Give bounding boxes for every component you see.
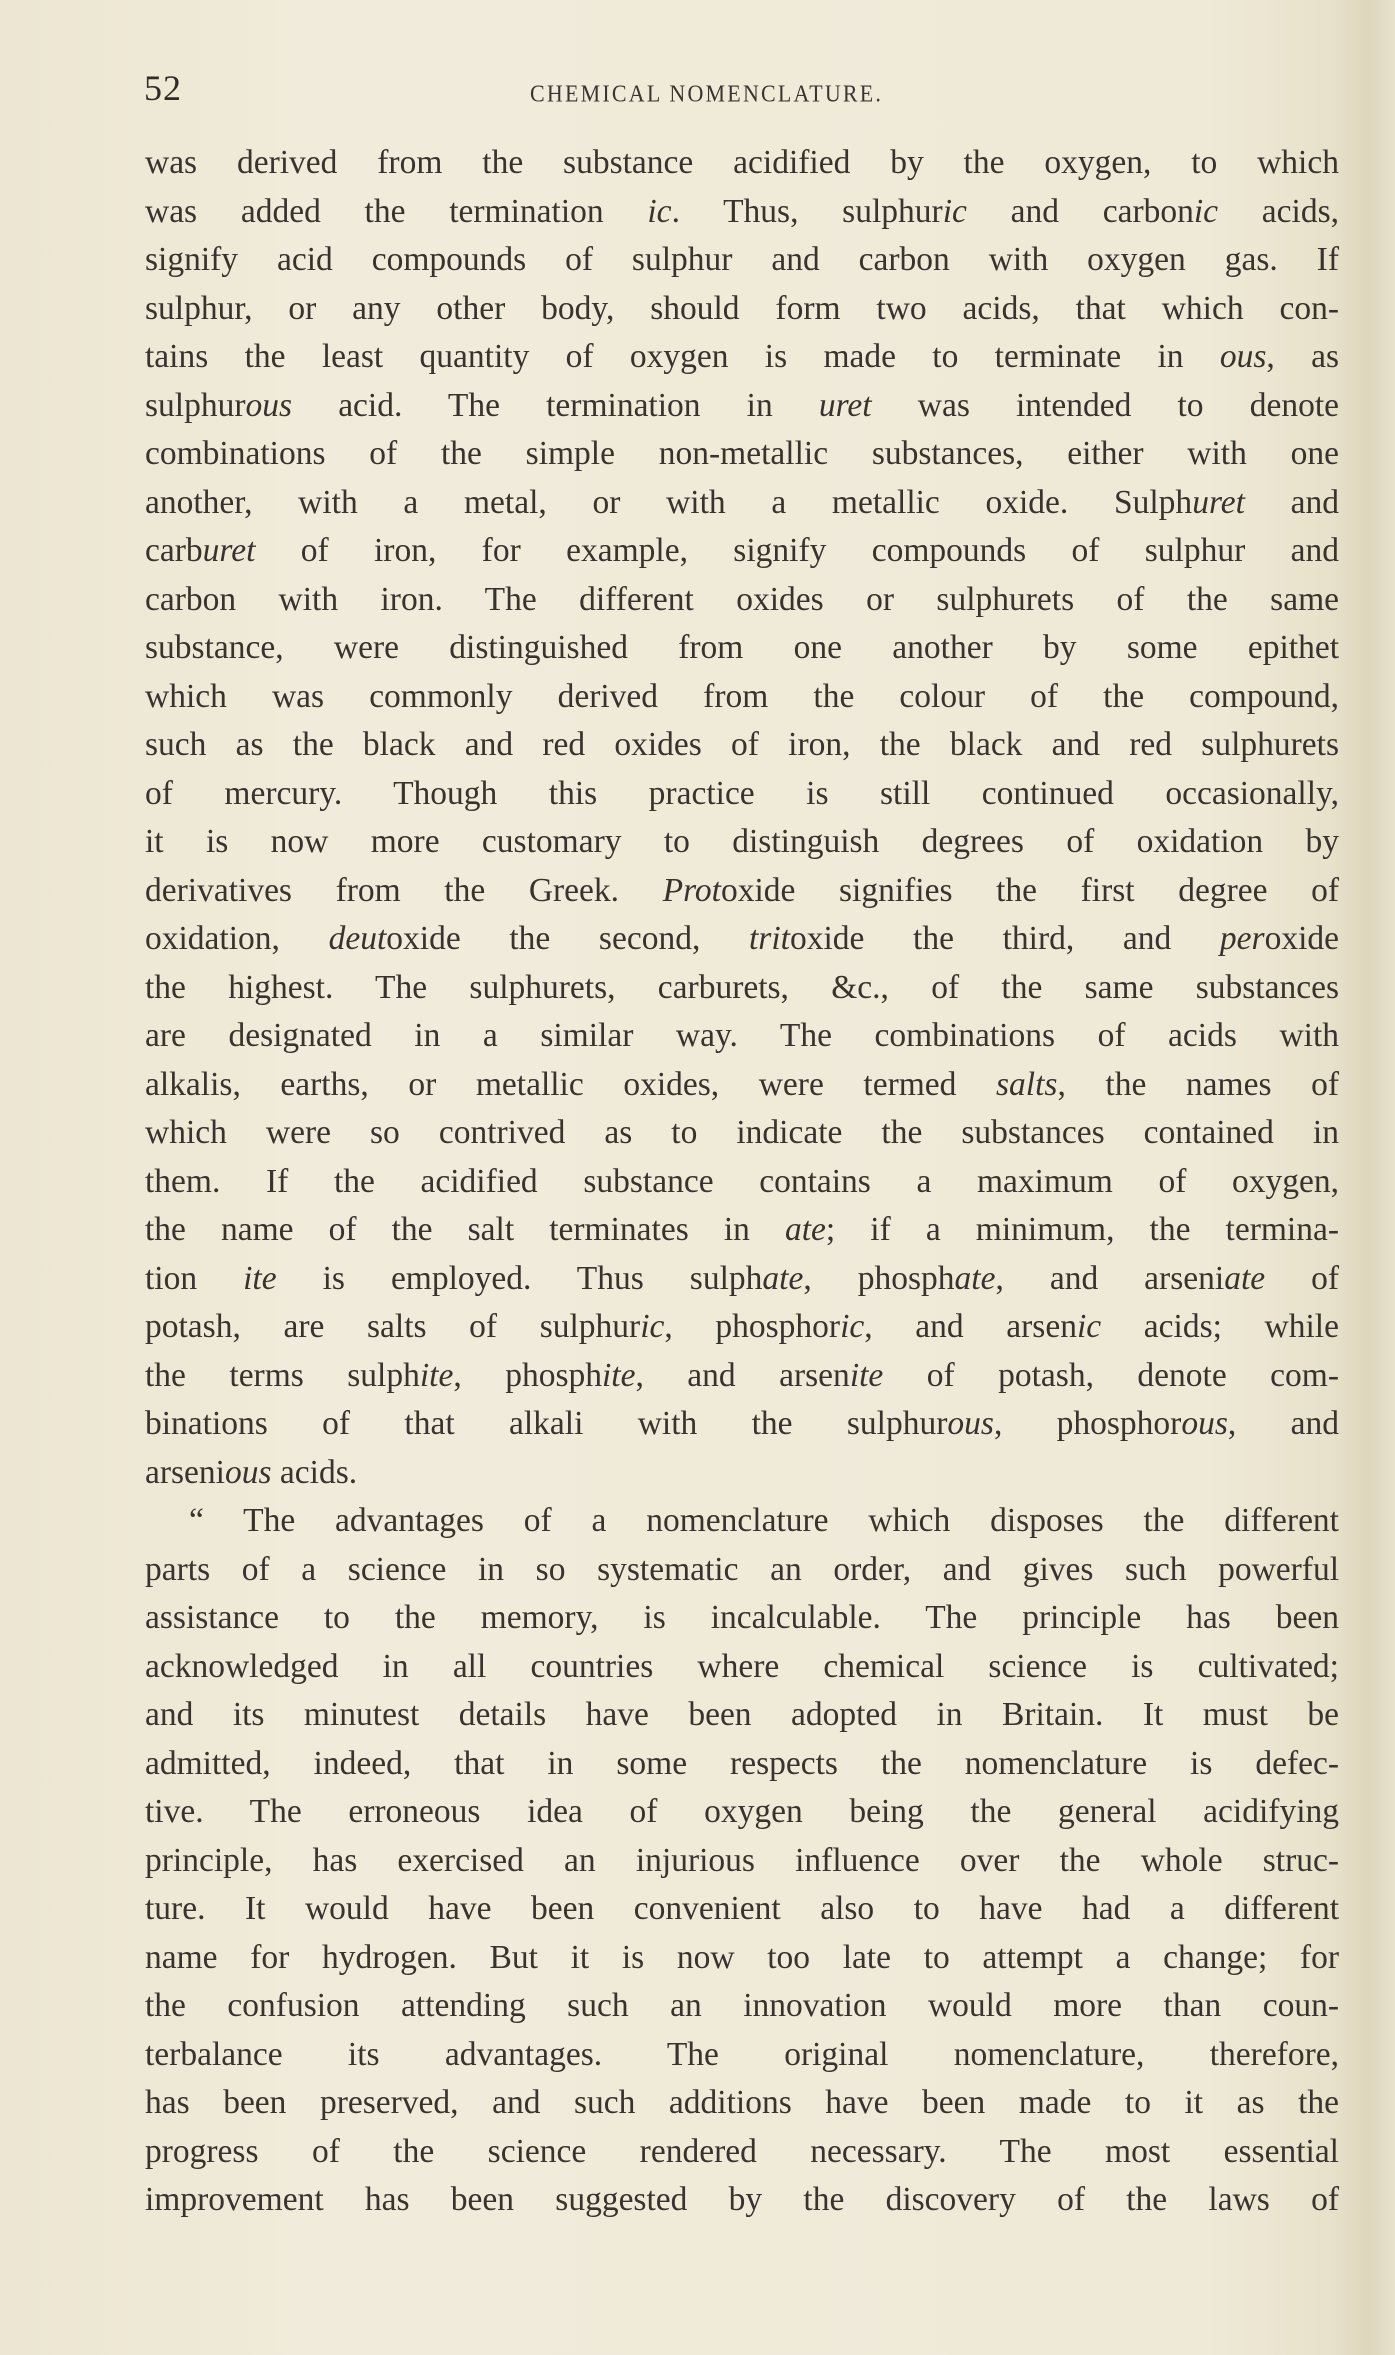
text-line — [145, 818, 1339, 867]
text-run: derivatives from the Greek. — [145, 871, 663, 909]
text-line — [145, 1934, 1339, 1983]
italic-text: ous — [225, 1453, 272, 1491]
text-run: it is now more customary to distinguish degrees of oxidation by — [145, 823, 1339, 860]
italic-text: salts — [996, 1065, 1058, 1103]
text-run: acknowledged in all countries where chemical science is cultivated; — [145, 1647, 1339, 1685]
italic-text: ic — [1193, 192, 1219, 230]
italic-text: Prot — [662, 871, 721, 909]
text-line — [145, 964, 1339, 1013]
text-run: parts of a science in so systematic an order, and gives such powerful — [145, 1550, 1339, 1588]
text-run: of potash, denote com- — [883, 1356, 1339, 1394]
text-line — [145, 576, 1339, 625]
text-run: of — [1265, 1259, 1340, 1297]
text-run: substance, were distinguished from one another by some epithet — [145, 629, 1339, 666]
text-line — [145, 867, 1339, 916]
paragraph — [145, 139, 1339, 1497]
text-run: , the names of — [1057, 1065, 1339, 1103]
text-line — [145, 1061, 1339, 1110]
italic-text: per — [1219, 920, 1265, 957]
text-line — [145, 1303, 1339, 1352]
text-run: , phosph — [803, 1259, 955, 1297]
text-run: alkalis, earths, or metallic oxides, were termed — [145, 1065, 996, 1103]
text-run: are designated in a similar way. The combinations of acids with — [145, 1017, 1339, 1054]
text-run: principle, has exercised an injurious influence over the whole struc- — [145, 1841, 1339, 1879]
text-run: them. If the acidified substance contains a maximum of oxygen, — [145, 1162, 1339, 1200]
text-line — [145, 1643, 1339, 1692]
text-run: sulphur — [145, 386, 246, 424]
text-line — [145, 1740, 1339, 1789]
text-run: acid. The termination in — [292, 386, 819, 424]
text-run: is employed. Thus sulph — [276, 1259, 763, 1297]
text-line — [145, 430, 1339, 479]
text-run: of iron, for example, signify compounds of sulphur and — [255, 532, 1339, 569]
body-text — [145, 139, 1339, 2225]
text-line — [145, 382, 1339, 431]
text-run: . Thus, sulphur — [671, 192, 943, 230]
text-run: tion — [145, 1259, 244, 1297]
text-run: improvement has been suggested by the discovery of the laws of — [145, 2181, 1339, 2218]
text-run: acids; while — [1101, 1308, 1339, 1345]
text-run: , phosph — [453, 1356, 602, 1394]
text-run: oxide the third, and — [789, 920, 1220, 957]
text-run: sulphur, or any other body, should form two acids, that which con- — [145, 289, 1339, 327]
text-line — [145, 721, 1339, 770]
text-run: acids, — [1218, 192, 1339, 230]
text-run: has been preserved, and such additions have been made to it as the — [145, 2084, 1339, 2121]
italic-text: ate — [762, 1259, 804, 1297]
text-run: and its minutest details have been adopted in Britain. It must be — [145, 1696, 1339, 1733]
text-run: terbalance its advantages. The original nomenclature, therefore, — [145, 2035, 1339, 2073]
text-line — [145, 236, 1339, 285]
text-run: the confusion attending such an innovation would more than coun- — [145, 1987, 1339, 2024]
text-line — [145, 2176, 1339, 2225]
text-line — [145, 1885, 1339, 1934]
italic-text: ous — [947, 1405, 994, 1442]
text-run: was intended to denote — [871, 386, 1339, 424]
text-run: tive. The erroneous idea of oxygen being the general acidifying — [145, 1793, 1339, 1830]
text-run: ture. It would have been convenient also to have had a different — [145, 1890, 1339, 1927]
italic-text: ous — [245, 386, 293, 424]
italic-text: ic — [640, 1308, 665, 1345]
text-line — [145, 1109, 1339, 1158]
text-line — [145, 1206, 1339, 1255]
text-run: and — [1244, 483, 1339, 521]
text-run: the terms sulph — [145, 1356, 420, 1394]
text-line — [145, 1982, 1339, 2031]
text-run: such as the black and red oxides of iron, the black and red sulphurets — [145, 726, 1339, 763]
text-run: “ The advantages of a nomenclature which disposes the different — [189, 1502, 1339, 1539]
text-run: , and — [1227, 1405, 1339, 1442]
italic-text: trit — [748, 920, 790, 957]
text-run: and carbon — [966, 192, 1194, 230]
text-run: , and arsen — [864, 1308, 1077, 1345]
text-line — [145, 527, 1339, 576]
text-run: another, with a metal, or with a metallic oxide. Sulph — [145, 483, 1193, 521]
text-line — [145, 2079, 1339, 2128]
text-line — [145, 1788, 1339, 1837]
italic-text: ite — [849, 1356, 884, 1394]
text-line — [145, 1352, 1339, 1401]
text-run: oxide signifies the first degree of — [720, 871, 1339, 909]
text-line — [145, 1400, 1339, 1449]
italic-text: ate — [954, 1259, 996, 1297]
page-header — [0, 66, 1395, 110]
text-run: ; if a minimum, the termina- — [825, 1211, 1339, 1248]
page-number: 52 — [144, 68, 182, 108]
text-run: assistance to the memory, is incalculable. The principle has been — [145, 1599, 1339, 1636]
text-line — [145, 285, 1339, 334]
text-run: oxidation, — [145, 920, 329, 957]
italic-text: ic — [942, 192, 967, 230]
text-run: acids. — [271, 1453, 358, 1491]
text-run: , phosphor — [993, 1405, 1182, 1442]
text-line — [145, 1497, 1339, 1546]
text-line — [145, 1546, 1339, 1595]
text-line — [145, 188, 1339, 237]
italic-text: uret — [202, 532, 256, 569]
text-line — [145, 1255, 1339, 1304]
text-line — [145, 333, 1339, 382]
text-run: was derived from the substance acidified by the oxygen, to which — [145, 144, 1339, 181]
text-line — [145, 1158, 1339, 1207]
text-run: carbon with iron. The different oxides or sulphurets of the same — [145, 580, 1339, 618]
text-run: , and arsen — [635, 1356, 850, 1394]
text-run: potash, are salts of sulphur — [145, 1308, 641, 1345]
text-line — [145, 1837, 1339, 1886]
italic-text: ic — [840, 1308, 865, 1345]
italic-text: ate — [784, 1211, 826, 1248]
text-line — [145, 915, 1339, 964]
text-run: which were so contrived as to indicate the substances contained in — [145, 1114, 1339, 1151]
text-run: arseni — [145, 1453, 225, 1491]
text-line — [145, 1012, 1339, 1061]
italic-text: ic — [647, 192, 672, 230]
text-run: combinations of the simple non-metallic substances, either with one — [145, 435, 1339, 472]
text-run: , and arseni — [995, 1259, 1225, 1297]
text-run: oxide — [1264, 920, 1339, 957]
text-line — [145, 673, 1339, 722]
text-line — [145, 1449, 1339, 1498]
text-line — [145, 2031, 1339, 2080]
italic-text: ous — [1181, 1405, 1228, 1442]
text-run: of mercury. Though this practice is still continued occasionally, — [145, 774, 1339, 812]
italic-text: uret — [1192, 483, 1245, 521]
italic-text: ite — [601, 1356, 636, 1394]
text-run: oxide the second, — [386, 920, 749, 957]
text-run: , as — [1266, 338, 1340, 375]
paragraph — [145, 1497, 1339, 2225]
text-line — [145, 624, 1339, 673]
text-run: carb — [145, 532, 203, 569]
italic-text: deut — [328, 920, 387, 957]
text-run: which was commonly derived from the colour of the compound, — [145, 677, 1339, 715]
text-run: tains the least quantity of oxygen is made to terminate in — [145, 338, 1220, 375]
italic-text: ite — [243, 1259, 277, 1297]
running-head: CHEMICAL NOMENCLATURE. — [530, 79, 884, 108]
text-line — [145, 1691, 1339, 1740]
text-run: binations of that alkali with the sulphur — [145, 1405, 948, 1442]
text-line — [145, 479, 1339, 528]
text-run: name for hydrogen. But it is now too late to attempt a change; for — [145, 1938, 1339, 1976]
text-run: progress of the science rendered necessary. The most essential — [145, 2132, 1339, 2170]
text-run: signify acid compounds of sulphur and carbon with oxygen gas. If — [145, 241, 1339, 278]
text-run: , phosphor — [664, 1308, 841, 1345]
text-line — [145, 1594, 1339, 1643]
text-line — [145, 139, 1339, 188]
italic-text: ite — [419, 1356, 454, 1394]
text-run: the highest. The sulphurets, carburets, &c., of the same substances — [145, 968, 1339, 1006]
text-run: was added the termination — [145, 192, 648, 230]
text-line — [145, 2128, 1339, 2177]
text-line — [145, 770, 1339, 819]
italic-text: ous — [1219, 338, 1267, 375]
italic-text: uret — [818, 386, 872, 424]
italic-text: ate — [1224, 1259, 1266, 1297]
text-run: admitted, indeed, that in some respects the nomenclature is defec- — [145, 1744, 1339, 1782]
italic-text: ic — [1076, 1308, 1102, 1345]
text-run: the name of the salt terminates in — [145, 1211, 785, 1248]
